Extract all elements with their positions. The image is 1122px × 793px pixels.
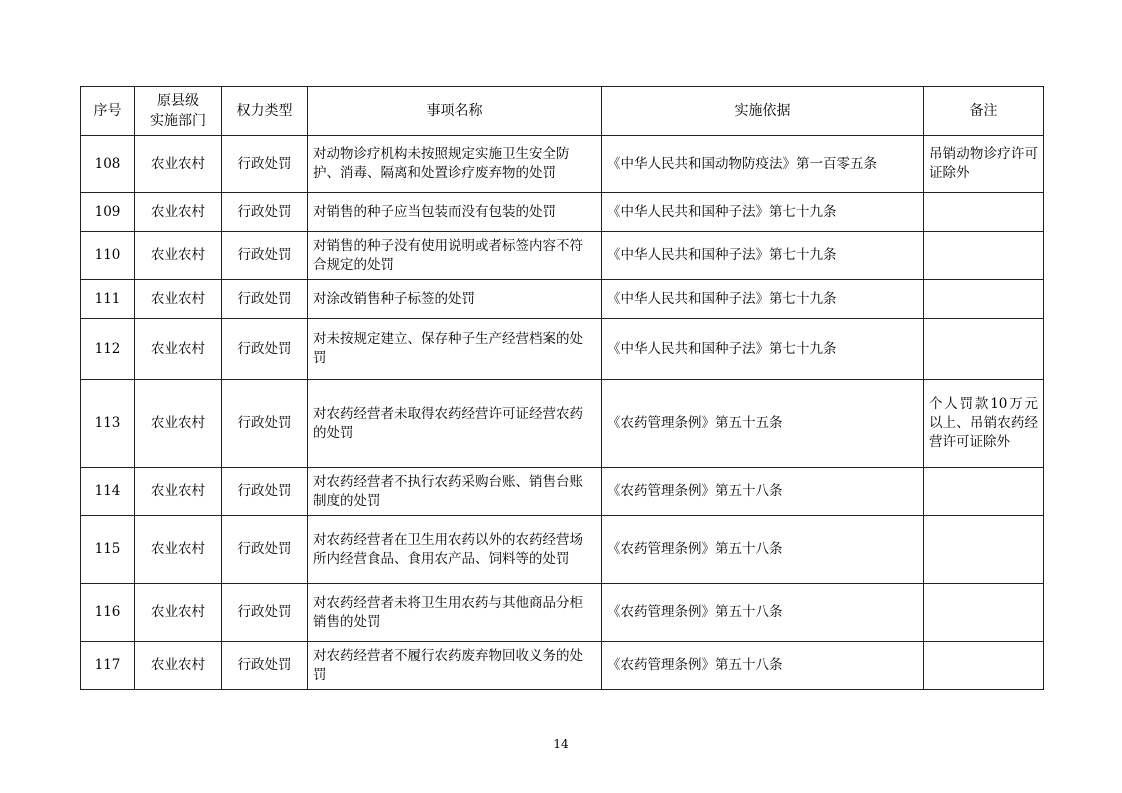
- row-type: 行政处罚: [222, 232, 308, 280]
- row-type: 行政处罚: [222, 468, 308, 516]
- row-dept: 农业农村: [135, 319, 222, 380]
- row-name: 对农药经营者在卫生用农药以外的农药经营场所内经营食品、食用农产品、饲料等的处罚: [308, 516, 602, 584]
- table-row: [81, 136, 1044, 193]
- table-row: [81, 468, 1044, 516]
- header-type: 权力类型: [222, 87, 308, 136]
- row-num: 113: [81, 380, 135, 468]
- table-row: [81, 232, 1044, 280]
- row-num: 114: [81, 468, 135, 516]
- table-row: [81, 516, 1044, 584]
- table-row: [81, 319, 1044, 380]
- row-basis: 《农药管理条例》第五十五条: [602, 380, 924, 468]
- row-basis: 《中华人民共和国种子法》第七十九条: [602, 193, 924, 232]
- header-basis: 实施依据: [602, 87, 924, 136]
- row-name: 对销售的种子应当包装而没有包装的处罚: [308, 193, 602, 232]
- row-note: [924, 232, 1044, 280]
- row-num: 109: [81, 193, 135, 232]
- row-type: 行政处罚: [222, 136, 308, 193]
- row-dept: 农业农村: [135, 232, 222, 280]
- row-basis: 《农药管理条例》第五十八条: [602, 584, 924, 642]
- row-name: 对未按规定建立、保存种子生产经营档案的处罚: [308, 319, 602, 380]
- row-basis: 《中华人民共和国种子法》第七十九条: [602, 280, 924, 319]
- table-row: [81, 193, 1044, 232]
- table-row: [81, 380, 1044, 468]
- row-note: [924, 193, 1044, 232]
- row-num: 110: [81, 232, 135, 280]
- row-basis: 《中华人民共和国种子法》第七十九条: [602, 319, 924, 380]
- row-dept: 农业农村: [135, 280, 222, 319]
- row-note: [924, 516, 1044, 584]
- row-note: [924, 642, 1044, 690]
- table-row: [81, 642, 1044, 690]
- row-name: 对农药经营者未将卫生用农药与其他商品分柜销售的处罚: [308, 584, 602, 642]
- row-dept: 农业农村: [135, 193, 222, 232]
- row-name: 对销售的种子没有使用说明或者标签内容不符合规定的处罚: [308, 232, 602, 280]
- row-name: 对动物诊疗机构未按照规定实施卫生安全防护、消毒、隔离和处置诊疗废弃物的处罚: [308, 136, 602, 193]
- row-name: 对农药经营者不执行农药采购台账、销售台账制度的处罚: [308, 468, 602, 516]
- row-num: 115: [81, 516, 135, 584]
- table-row: [81, 280, 1044, 319]
- header-dept-line2: 实施部门: [150, 113, 206, 129]
- row-basis: 《农药管理条例》第五十八条: [602, 468, 924, 516]
- row-dept: 农业农村: [135, 516, 222, 584]
- row-dept: 农业农村: [135, 584, 222, 642]
- row-type: 行政处罚: [222, 280, 308, 319]
- row-note: [924, 468, 1044, 516]
- row-type: 行政处罚: [222, 380, 308, 468]
- row-type: 行政处罚: [222, 319, 308, 380]
- row-dept: 农业农村: [135, 468, 222, 516]
- power-list-table: [80, 86, 1044, 690]
- row-name: 对农药经营者不履行农药废弃物回收义务的处罚: [308, 642, 602, 690]
- table-row: [81, 584, 1044, 642]
- row-note: [924, 584, 1044, 642]
- row-basis: 《中华人民共和国动物防疫法》第一百零五条: [602, 136, 924, 193]
- header-dept-line1: 原县级: [157, 93, 199, 109]
- row-type: 行政处罚: [222, 516, 308, 584]
- row-type: 行政处罚: [222, 584, 308, 642]
- row-note: 个人罚款10万元以上、吊销农药经营许可证除外: [924, 380, 1044, 468]
- row-type: 行政处罚: [222, 642, 308, 690]
- row-note: 吊销动物诊疗许可证除外: [924, 136, 1044, 193]
- row-basis: 《农药管理条例》第五十八条: [602, 516, 924, 584]
- row-name: 对农药经营者未取得农药经营许可证经营农药的处罚: [308, 380, 602, 468]
- row-num: 112: [81, 319, 135, 380]
- row-note: [924, 319, 1044, 380]
- row-basis: 《农药管理条例》第五十八条: [602, 642, 924, 690]
- header-name: 事项名称: [308, 87, 602, 136]
- table-header-row: [81, 87, 1044, 136]
- page-number: 14: [553, 737, 569, 751]
- row-num: 116: [81, 584, 135, 642]
- row-type: 行政处罚: [222, 193, 308, 232]
- header-dept: [135, 87, 222, 136]
- row-num: 117: [81, 642, 135, 690]
- header-note: 备注: [924, 87, 1044, 136]
- row-name: 对涂改销售种子标签的处罚: [308, 280, 602, 319]
- row-num: 111: [81, 280, 135, 319]
- row-dept: 农业农村: [135, 380, 222, 468]
- row-dept: 农业农村: [135, 642, 222, 690]
- row-dept: 农业农村: [135, 136, 222, 193]
- row-num: 108: [81, 136, 135, 193]
- row-basis: 《中华人民共和国种子法》第七十九条: [602, 232, 924, 280]
- row-note: [924, 280, 1044, 319]
- header-num: 序号: [81, 87, 135, 136]
